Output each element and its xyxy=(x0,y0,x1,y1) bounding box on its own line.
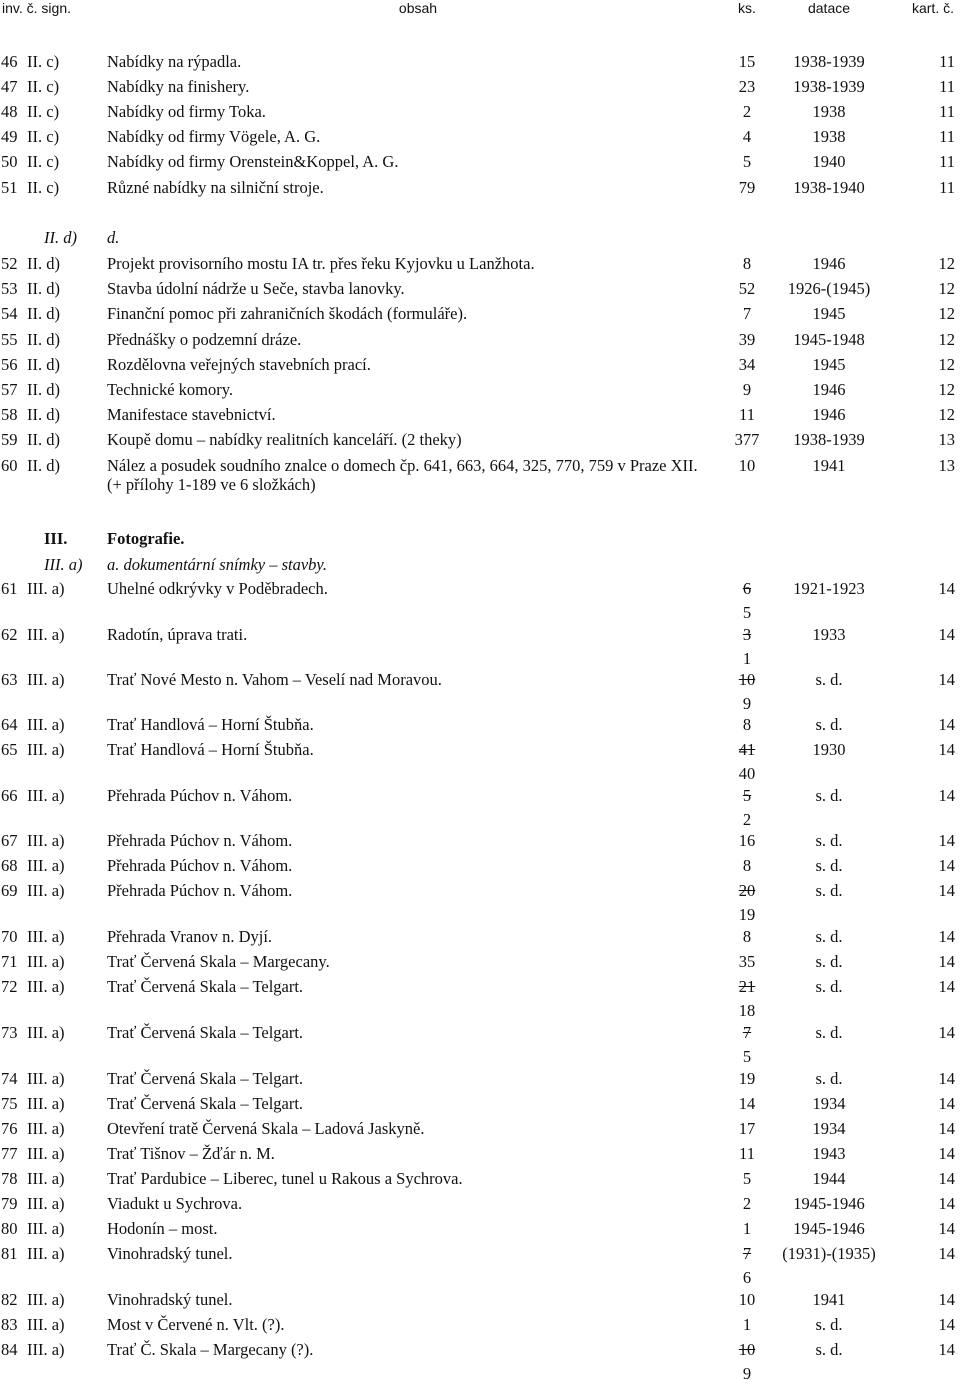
row-content: Různé nabídky na silniční stroje. xyxy=(107,178,324,197)
row-signature: II. d) xyxy=(27,380,60,399)
row-card-number: 14 xyxy=(938,977,955,996)
row-signature: III. a) xyxy=(27,856,65,875)
row-inv-number: 83 xyxy=(1,1315,18,1334)
row-count: 9 xyxy=(742,380,752,399)
row-card-number: 14 xyxy=(938,831,955,850)
row-signature: II. d) xyxy=(27,330,60,349)
row-date: 1934 xyxy=(812,1094,846,1113)
row-card-number: 14 xyxy=(938,1119,955,1138)
row-content: Nabídky od firmy Vögele, A. G. xyxy=(107,127,321,146)
row-card-number: 14 xyxy=(938,625,955,644)
row-card-number: 11 xyxy=(939,152,955,171)
row-content: Přehrada Púchov n. Váhom. xyxy=(107,856,293,875)
row-date: 1945 xyxy=(812,355,846,374)
row-inv-number: 82 xyxy=(1,1290,18,1309)
row-content: Hodonín – most. xyxy=(107,1219,218,1238)
row-date: 1930 xyxy=(812,740,846,759)
row-inv-number: 60 xyxy=(1,456,18,475)
row-signature: III. a) xyxy=(27,1023,65,1042)
row-count: 10 xyxy=(738,456,756,475)
row-count: 14 xyxy=(738,1094,756,1113)
row-inv-number: 46 xyxy=(1,52,18,71)
row-inv-number: 56 xyxy=(1,355,18,374)
row-date: 1938-1940 xyxy=(793,178,865,197)
row-inv-number: 63 xyxy=(1,670,18,689)
row-content: Trať Červená Skala – Telgart. xyxy=(107,1023,304,1042)
row-count: 9 xyxy=(742,1364,752,1383)
row-content: Trať Tišnov – Žďár n. M. xyxy=(107,1144,275,1163)
row-count: 11 xyxy=(739,405,755,424)
header-inv-sign: inv. č. sign. xyxy=(2,0,71,16)
row-content: Trať Červená Skala – Telgart. xyxy=(107,1094,304,1113)
row-count: 7 xyxy=(742,304,752,323)
row-inv-number: 73 xyxy=(1,1023,18,1042)
row-count: 2 xyxy=(742,102,752,121)
row-inv-number: 70 xyxy=(1,927,18,946)
row-content: Přehrada Púchov n. Váhom. xyxy=(107,831,293,850)
row-date: 1938-1939 xyxy=(793,77,865,96)
row-date: s. d. xyxy=(815,881,843,900)
row-inv-number: 69 xyxy=(1,881,18,900)
row-card-number: 14 xyxy=(938,579,955,598)
row-count: 1 xyxy=(742,649,752,668)
row-count-struck: 20 xyxy=(738,881,756,900)
row-signature: II. c) xyxy=(27,77,60,96)
row-inv-number: 52 xyxy=(1,254,18,273)
row-card-number: 14 xyxy=(938,670,955,689)
row-date: 1926-(1945) xyxy=(787,279,871,298)
row-content: Přehrada Púchov n. Váhom. xyxy=(107,881,293,900)
row-signature: III. a) xyxy=(27,927,65,946)
row-signature: II. d) xyxy=(27,304,60,323)
row-count: 16 xyxy=(738,831,756,850)
row-count-struck: 3 xyxy=(742,625,752,644)
row-signature: II. c) xyxy=(27,52,60,71)
row-count-struck: 6 xyxy=(742,579,752,598)
row-card-number: 14 xyxy=(938,786,955,805)
row-count: 15 xyxy=(738,52,756,71)
row-card-number: 14 xyxy=(938,740,955,759)
row-content: Finanční pomoc při zahraničních škodách (formuláře). xyxy=(107,304,468,323)
row-card-number: 14 xyxy=(938,1194,955,1213)
row-card-number: 14 xyxy=(938,1290,955,1309)
row-count: 18 xyxy=(738,1001,756,1020)
row-inv-number: 47 xyxy=(1,77,18,96)
row-inv-number: 65 xyxy=(1,740,18,759)
row-inv-number: 84 xyxy=(1,1340,18,1359)
row-content: Přehrada Púchov n. Váhom. xyxy=(107,786,293,805)
row-signature: III. a) xyxy=(27,1119,65,1138)
row-signature: II. c) xyxy=(27,152,60,171)
row-content: Přednášky o podzemní dráze. xyxy=(107,330,302,349)
row-card-number: 13 xyxy=(938,456,955,475)
row-date: s. d. xyxy=(815,952,843,971)
row-content: Trať Nové Mesto n. Vahom – Veselí nad Moravou. xyxy=(107,670,442,689)
row-inv-number: 72 xyxy=(1,977,18,996)
row-date: 1946 xyxy=(812,254,846,273)
row-content: Vinohradský tunel. xyxy=(107,1244,233,1263)
row-count: 52 xyxy=(738,279,756,298)
row-content: Koupě domu – nabídky realitních kanceláří. (2 theky) xyxy=(107,430,462,449)
row-signature: III. a) xyxy=(27,831,65,850)
row-signature: III. a) xyxy=(27,579,65,598)
row-date: s. d. xyxy=(815,977,843,996)
row-card-number: 14 xyxy=(938,952,955,971)
row-date: 1933 xyxy=(812,625,846,644)
row-date: 1941 xyxy=(812,456,846,475)
heading-title: Fotografie. xyxy=(107,529,185,548)
row-signature: III. a) xyxy=(27,977,65,996)
row-date: 1921-1923 xyxy=(793,579,865,598)
row-signature: II. c) xyxy=(27,102,60,121)
row-date: 1945 xyxy=(812,304,846,323)
row-count: 1 xyxy=(742,1219,752,1238)
row-date: 1940 xyxy=(812,152,846,171)
row-date: 1938 xyxy=(812,127,846,146)
row-content: Stavba údolní nádrže u Seče, stavba lanovky. xyxy=(107,279,405,298)
row-inv-number: 78 xyxy=(1,1169,18,1188)
row-count: 79 xyxy=(738,178,756,197)
header-obsah: obsah xyxy=(398,0,438,16)
row-date: s. d. xyxy=(815,670,843,689)
row-inv-number: 54 xyxy=(1,304,18,323)
row-count: 9 xyxy=(742,694,752,713)
row-content: Trať Červená Skala – Telgart. xyxy=(107,1069,304,1088)
row-date: (1931)-(1935) xyxy=(782,1244,876,1263)
row-card-number: 12 xyxy=(938,304,955,323)
row-date: s. d. xyxy=(815,831,843,850)
row-inv-number: 71 xyxy=(1,952,18,971)
row-count: 40 xyxy=(738,764,756,783)
row-card-number: 14 xyxy=(938,856,955,875)
row-date: s. d. xyxy=(815,1340,843,1359)
row-card-number: 12 xyxy=(938,380,955,399)
row-count: 10 xyxy=(738,1290,756,1309)
row-signature: II. d) xyxy=(27,355,60,374)
row-card-number: 14 xyxy=(938,1023,955,1042)
row-date: 1945-1946 xyxy=(793,1194,865,1213)
row-content: Trať Červená Skala – Telgart. xyxy=(107,977,304,996)
row-signature: III. a) xyxy=(27,786,65,805)
row-date: 1938 xyxy=(812,102,846,121)
section-signature: II. d) xyxy=(44,228,77,247)
row-signature: III. a) xyxy=(27,670,65,689)
row-card-number: 14 xyxy=(938,1340,955,1359)
row-signature: III. a) xyxy=(27,1094,65,1113)
row-content: Most v Červené n. Vlt. (?). xyxy=(107,1315,285,1334)
row-card-number: 14 xyxy=(938,1244,955,1263)
row-signature: III. a) xyxy=(27,1144,65,1163)
row-card-number: 11 xyxy=(939,127,955,146)
row-inv-number: 81 xyxy=(1,1244,18,1263)
row-count: 5 xyxy=(742,1047,752,1066)
row-signature: III. a) xyxy=(27,1315,65,1334)
row-signature: II. d) xyxy=(27,405,60,424)
row-inv-number: 66 xyxy=(1,786,18,805)
row-signature: II. c) xyxy=(27,127,60,146)
row-card-number: 14 xyxy=(938,1315,955,1334)
row-inv-number: 59 xyxy=(1,430,18,449)
row-signature: III. a) xyxy=(27,1244,65,1263)
row-count-struck: 41 xyxy=(738,740,756,759)
row-signature: III. a) xyxy=(27,1290,65,1309)
row-content: Nabídky na rýpadla. xyxy=(107,52,242,71)
row-count: 23 xyxy=(738,77,756,96)
header-kart: kart. č. xyxy=(911,0,954,16)
row-date: 1938-1939 xyxy=(793,52,865,71)
row-count: 2 xyxy=(742,1194,752,1213)
row-count-struck: 10 xyxy=(738,670,756,689)
row-card-number: 12 xyxy=(938,279,955,298)
row-card-number: 13 xyxy=(938,430,955,449)
row-inv-number: 58 xyxy=(1,405,18,424)
row-inv-number: 61 xyxy=(1,579,18,598)
row-count: 35 xyxy=(738,952,756,971)
row-signature: III. a) xyxy=(27,881,65,900)
row-count-struck: 7 xyxy=(742,1023,752,1042)
row-count: 377 xyxy=(734,430,760,449)
row-inv-number: 76 xyxy=(1,1119,18,1138)
header-datace: datace xyxy=(807,0,851,16)
row-date: s. d. xyxy=(815,856,843,875)
row-inv-number: 51 xyxy=(1,178,18,197)
row-signature: III. a) xyxy=(27,715,65,734)
row-count: 39 xyxy=(738,330,756,349)
row-card-number: 11 xyxy=(939,102,955,121)
row-card-number: 12 xyxy=(938,254,955,273)
row-signature: II. d) xyxy=(27,279,60,298)
row-inv-number: 48 xyxy=(1,102,18,121)
row-inv-number: 55 xyxy=(1,330,18,349)
row-inv-number: 74 xyxy=(1,1069,18,1088)
row-signature: III. a) xyxy=(27,952,65,971)
row-count: 5 xyxy=(742,152,752,171)
row-card-number: 12 xyxy=(938,405,955,424)
row-date: 1938-1939 xyxy=(793,430,865,449)
row-count: 8 xyxy=(742,254,752,273)
row-inv-number: 50 xyxy=(1,152,18,171)
row-signature: II. c) xyxy=(27,178,60,197)
row-inv-number: 53 xyxy=(1,279,18,298)
row-date: 1941 xyxy=(812,1290,846,1309)
row-date: 1945-1946 xyxy=(793,1219,865,1238)
row-inv-number: 75 xyxy=(1,1094,18,1113)
row-card-number: 14 xyxy=(938,881,955,900)
row-card-number: 12 xyxy=(938,355,955,374)
row-content: Trať Č. Skala – Margecany (?). xyxy=(107,1340,314,1359)
row-count: 19 xyxy=(738,1069,756,1088)
row-content: Nabídky na finishery. xyxy=(107,77,250,96)
row-content: Nabídky od firmy Orenstein&Koppel, A. G. xyxy=(107,152,399,171)
heading-signature: III. xyxy=(44,529,68,548)
row-content: Trať Pardubice – Liberec, tunel u Rakous a Sychrova. xyxy=(107,1169,463,1188)
row-count: 8 xyxy=(742,856,752,875)
row-content: Technické komory. xyxy=(107,380,234,399)
row-content: Projekt provisorního mostu IA tr. přes řeku Kyjovku u Lanžhota. xyxy=(107,254,535,273)
row-inv-number: 67 xyxy=(1,831,18,850)
row-inv-number: 62 xyxy=(1,625,18,644)
row-inv-number: 77 xyxy=(1,1144,18,1163)
row-inv-number: 68 xyxy=(1,856,18,875)
section-title: d. xyxy=(107,228,120,247)
row-card-number: 11 xyxy=(939,52,955,71)
section-signature: III. a) xyxy=(44,555,83,574)
row-signature: III. a) xyxy=(27,625,65,644)
row-content: Uhelné odkrývky v Poděbradech. xyxy=(107,579,328,598)
row-card-number: 14 xyxy=(938,927,955,946)
row-date: s. d. xyxy=(815,1069,843,1088)
row-content: Radotín, úprava trati. xyxy=(107,625,248,644)
row-card-number: 11 xyxy=(939,77,955,96)
row-content: Viadukt u Sychrova. xyxy=(107,1194,243,1213)
row-date: s. d. xyxy=(815,715,843,734)
row-count-struck: 5 xyxy=(742,786,752,805)
row-signature: II. d) xyxy=(27,456,60,475)
row-count: 2 xyxy=(742,810,752,829)
row-inv-number: 64 xyxy=(1,715,18,734)
row-signature: II. d) xyxy=(27,254,60,273)
row-signature: III. a) xyxy=(27,740,65,759)
row-signature: III. a) xyxy=(27,1340,65,1359)
row-content: Otevření tratě Červená Skala – Ladová Jaskyně. xyxy=(107,1119,425,1138)
row-signature: II. d) xyxy=(27,430,60,449)
row-count: 19 xyxy=(738,905,756,924)
row-signature: III. a) xyxy=(27,1219,65,1238)
row-count: 11 xyxy=(739,1144,755,1163)
row-signature: III. a) xyxy=(27,1194,65,1213)
row-card-number: 14 xyxy=(938,1219,955,1238)
row-count-struck: 10 xyxy=(738,1340,756,1359)
row-count: 4 xyxy=(742,127,752,146)
row-date: s. d. xyxy=(815,1315,843,1334)
row-date: 1946 xyxy=(812,405,846,424)
row-count: 8 xyxy=(742,927,752,946)
section-title: a. dokumentární snímky – stavby. xyxy=(107,555,327,574)
row-date: 1946 xyxy=(812,380,846,399)
row-date: 1944 xyxy=(812,1169,846,1188)
row-content: Nabídky od firmy Toka. xyxy=(107,102,266,121)
row-count: 34 xyxy=(738,355,756,374)
row-content: Rozdělovna veřejných stavebních prací. xyxy=(107,355,371,374)
row-count: 5 xyxy=(742,603,752,622)
row-signature: III. a) xyxy=(27,1069,65,1088)
row-inv-number: 49 xyxy=(1,127,18,146)
row-card-number: 14 xyxy=(938,1094,955,1113)
row-date: s. d. xyxy=(815,927,843,946)
row-signature: III. a) xyxy=(27,1169,65,1188)
row-inv-number: 79 xyxy=(1,1194,18,1213)
row-card-number: 14 xyxy=(938,1144,955,1163)
row-count: 17 xyxy=(738,1119,756,1138)
row-card-number: 14 xyxy=(938,1169,955,1188)
row-inv-number: 80 xyxy=(1,1219,18,1238)
row-content: Trať Handlová – Horní Štubňa. xyxy=(107,715,314,734)
row-date: 1943 xyxy=(812,1144,846,1163)
row-count: 5 xyxy=(742,1169,752,1188)
row-count-struck: 7 xyxy=(742,1244,752,1263)
row-content: Trať Handlová – Horní Štubňa. xyxy=(107,740,314,759)
row-card-number: 11 xyxy=(939,178,955,197)
row-count: 8 xyxy=(742,715,752,734)
row-card-number: 14 xyxy=(938,1069,955,1088)
row-date: s. d. xyxy=(815,786,843,805)
row-card-number: 12 xyxy=(938,330,955,349)
row-content: Vinohradský tunel. xyxy=(107,1290,233,1309)
row-content: Manifestace stavebnictví. xyxy=(107,405,276,424)
row-content: Trať Červená Skala – Margecany. xyxy=(107,952,330,971)
row-content: Přehrada Vranov n. Dyjí. xyxy=(107,927,273,946)
row-date: s. d. xyxy=(815,1023,843,1042)
header-ks: ks. xyxy=(738,0,756,16)
row-content: Nález a posudek soudního znalce o domech čp. 641, 663, 664, 325, 770, 759 v Praze XII. (+ přílohy 1-189 ve 6 složkách) xyxy=(107,456,698,494)
row-count-struck: 21 xyxy=(738,977,756,996)
row-card-number: 14 xyxy=(938,715,955,734)
row-date: 1945-1948 xyxy=(793,330,865,349)
row-count: 1 xyxy=(742,1315,752,1334)
row-date: 1934 xyxy=(812,1119,846,1138)
row-count: 6 xyxy=(742,1268,752,1287)
row-inv-number: 57 xyxy=(1,380,18,399)
